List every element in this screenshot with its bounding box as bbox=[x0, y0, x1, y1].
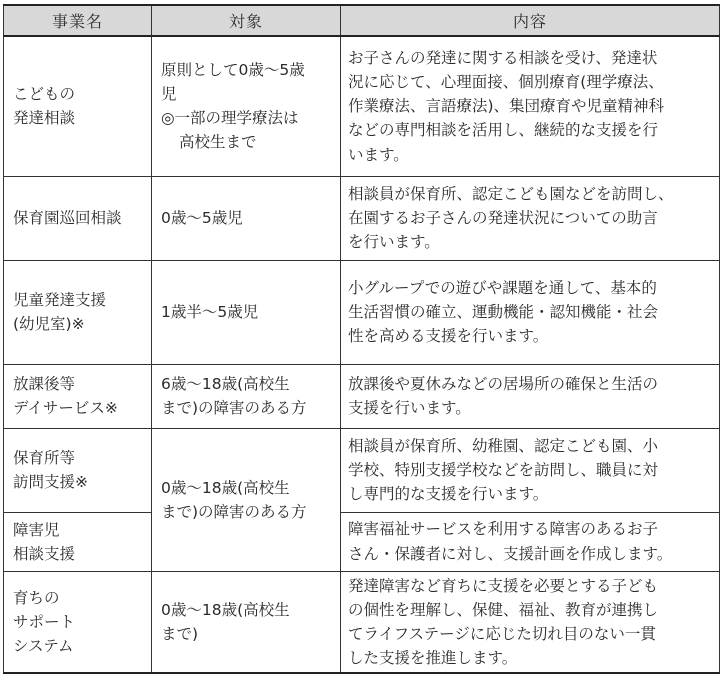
content-line: 相談員が保育所、幼稚園、認定こども園、小 bbox=[348, 436, 659, 455]
target-line: 6歳～18歳(高校生 bbox=[161, 375, 290, 393]
table-row bbox=[4, 260, 720, 364]
business-name-cell bbox=[4, 571, 152, 673]
content-line: 支援を行います。 bbox=[348, 399, 471, 417]
content-line: の個性を理解し、保健、福祉、教育が連携し bbox=[348, 600, 659, 619]
target-line: 0歳～18歳(高校生 bbox=[161, 478, 290, 497]
header-target: 対象 bbox=[152, 5, 341, 36]
target-line: まで) bbox=[161, 624, 199, 643]
table-row bbox=[4, 428, 720, 512]
target-cell bbox=[152, 176, 341, 260]
content-line: 小グループでの遊びや課題を通して、基本的 bbox=[348, 278, 657, 297]
content-line: 発達障害など育ちに支援を必要とする子ども bbox=[348, 576, 659, 595]
services-table bbox=[3, 4, 720, 674]
target-cell bbox=[152, 36, 341, 176]
business-name-line: 障害児 bbox=[13, 520, 60, 539]
target-cell bbox=[152, 364, 341, 428]
content-line: 況に応じて、心理面接、個別療育(理学療法、 bbox=[348, 72, 664, 91]
content-cell bbox=[341, 428, 720, 512]
business-name-cell bbox=[4, 176, 152, 260]
content-line: さん・保護者に対し、支援計画を作成します。 bbox=[348, 544, 673, 563]
content-line: し専門的な支援を行います。 bbox=[348, 485, 549, 504]
content-line: 学校、特別支援学校などを訪問し、職員に対 bbox=[348, 460, 659, 479]
business-name-line: 発達相談 bbox=[13, 109, 76, 128]
target-line: 0歳～5歳児 bbox=[161, 209, 243, 227]
content-line: 生活習慣の確立、運動機能・認知機能・社会 bbox=[348, 302, 659, 321]
content-cell bbox=[341, 512, 720, 571]
content-cell bbox=[341, 36, 720, 176]
business-name-line: 訪問支援※ bbox=[13, 473, 88, 491]
business-name-cell bbox=[4, 36, 152, 176]
business-name-cell bbox=[4, 428, 152, 512]
header-business-name: 事業名 bbox=[4, 5, 152, 36]
target-line: まで)の障害のある方 bbox=[161, 399, 307, 417]
content-cell bbox=[341, 364, 720, 428]
content-line: います。 bbox=[348, 145, 409, 164]
table-row bbox=[4, 364, 720, 428]
business-name-line: 相談支援 bbox=[13, 544, 76, 563]
target-cell bbox=[152, 571, 341, 673]
target-cell bbox=[152, 260, 341, 364]
content-line: した支援を推進します。 bbox=[348, 649, 518, 668]
target-line: まで)の障害のある方 bbox=[161, 502, 307, 521]
content-line: てライフステージに応じた切れ目のない一貫 bbox=[348, 624, 656, 643]
business-name-line: 保育所等 bbox=[13, 449, 76, 467]
table-row bbox=[4, 176, 720, 260]
target-line: 原則として0歳～5歳 bbox=[161, 61, 305, 80]
target-line: ◎一部の理学療法は bbox=[161, 109, 299, 128]
business-name-line: 放課後等 bbox=[13, 375, 76, 393]
content-line: を行います。 bbox=[348, 233, 440, 252]
business-name-cell bbox=[4, 512, 152, 571]
business-name-cell bbox=[4, 260, 152, 364]
content-line: お子さんの発達に関する相談を受け、発達状 bbox=[348, 48, 658, 67]
table-row bbox=[4, 571, 720, 673]
table-row bbox=[4, 36, 720, 176]
content-line: などの専門相談を活用し、継続的な支援を行 bbox=[348, 121, 659, 140]
content-line: 障害福祉サービスを利用する障害のあるお子 bbox=[348, 520, 659, 539]
content-line: 在園するお子さんの発達状況についての助言 bbox=[348, 208, 658, 227]
business-name-cell bbox=[4, 364, 152, 428]
content-line: 性を高める支援を行います。 bbox=[348, 327, 549, 346]
content-cell bbox=[341, 176, 720, 260]
business-name-line: サポート bbox=[13, 612, 76, 631]
table-row bbox=[4, 512, 720, 571]
content-line: 放課後や夏休みなどの居場所の確保と生活の bbox=[348, 374, 659, 393]
target-line: 0歳～18歳(高校生 bbox=[161, 600, 290, 619]
target-line: 児 bbox=[161, 85, 177, 104]
content-line: 作業療法、言語療法)、集団療育や児童精神科 bbox=[348, 97, 665, 116]
business-name-line: システム bbox=[13, 636, 74, 655]
content-line: 相談員が保育所、認定こども園などを訪問し、 bbox=[348, 184, 674, 203]
table-header-row bbox=[4, 5, 720, 36]
business-name-line: デイサービス※ bbox=[13, 399, 118, 417]
content-cell bbox=[341, 571, 720, 673]
target-line: 1歳半～5歳児 bbox=[161, 303, 259, 321]
business-name-line: (幼児室)※ bbox=[13, 315, 85, 333]
target-cell bbox=[152, 428, 341, 571]
business-name-line: 育ちの bbox=[13, 588, 60, 607]
business-name-line: 児童発達支援 bbox=[13, 291, 107, 309]
business-name-line: 保育園巡回相談 bbox=[13, 209, 122, 227]
content-cell bbox=[341, 260, 720, 364]
target-line: 高校生まで bbox=[179, 133, 257, 152]
business-name-line: こどもの bbox=[13, 85, 76, 104]
header-content: 内容 bbox=[341, 5, 720, 36]
